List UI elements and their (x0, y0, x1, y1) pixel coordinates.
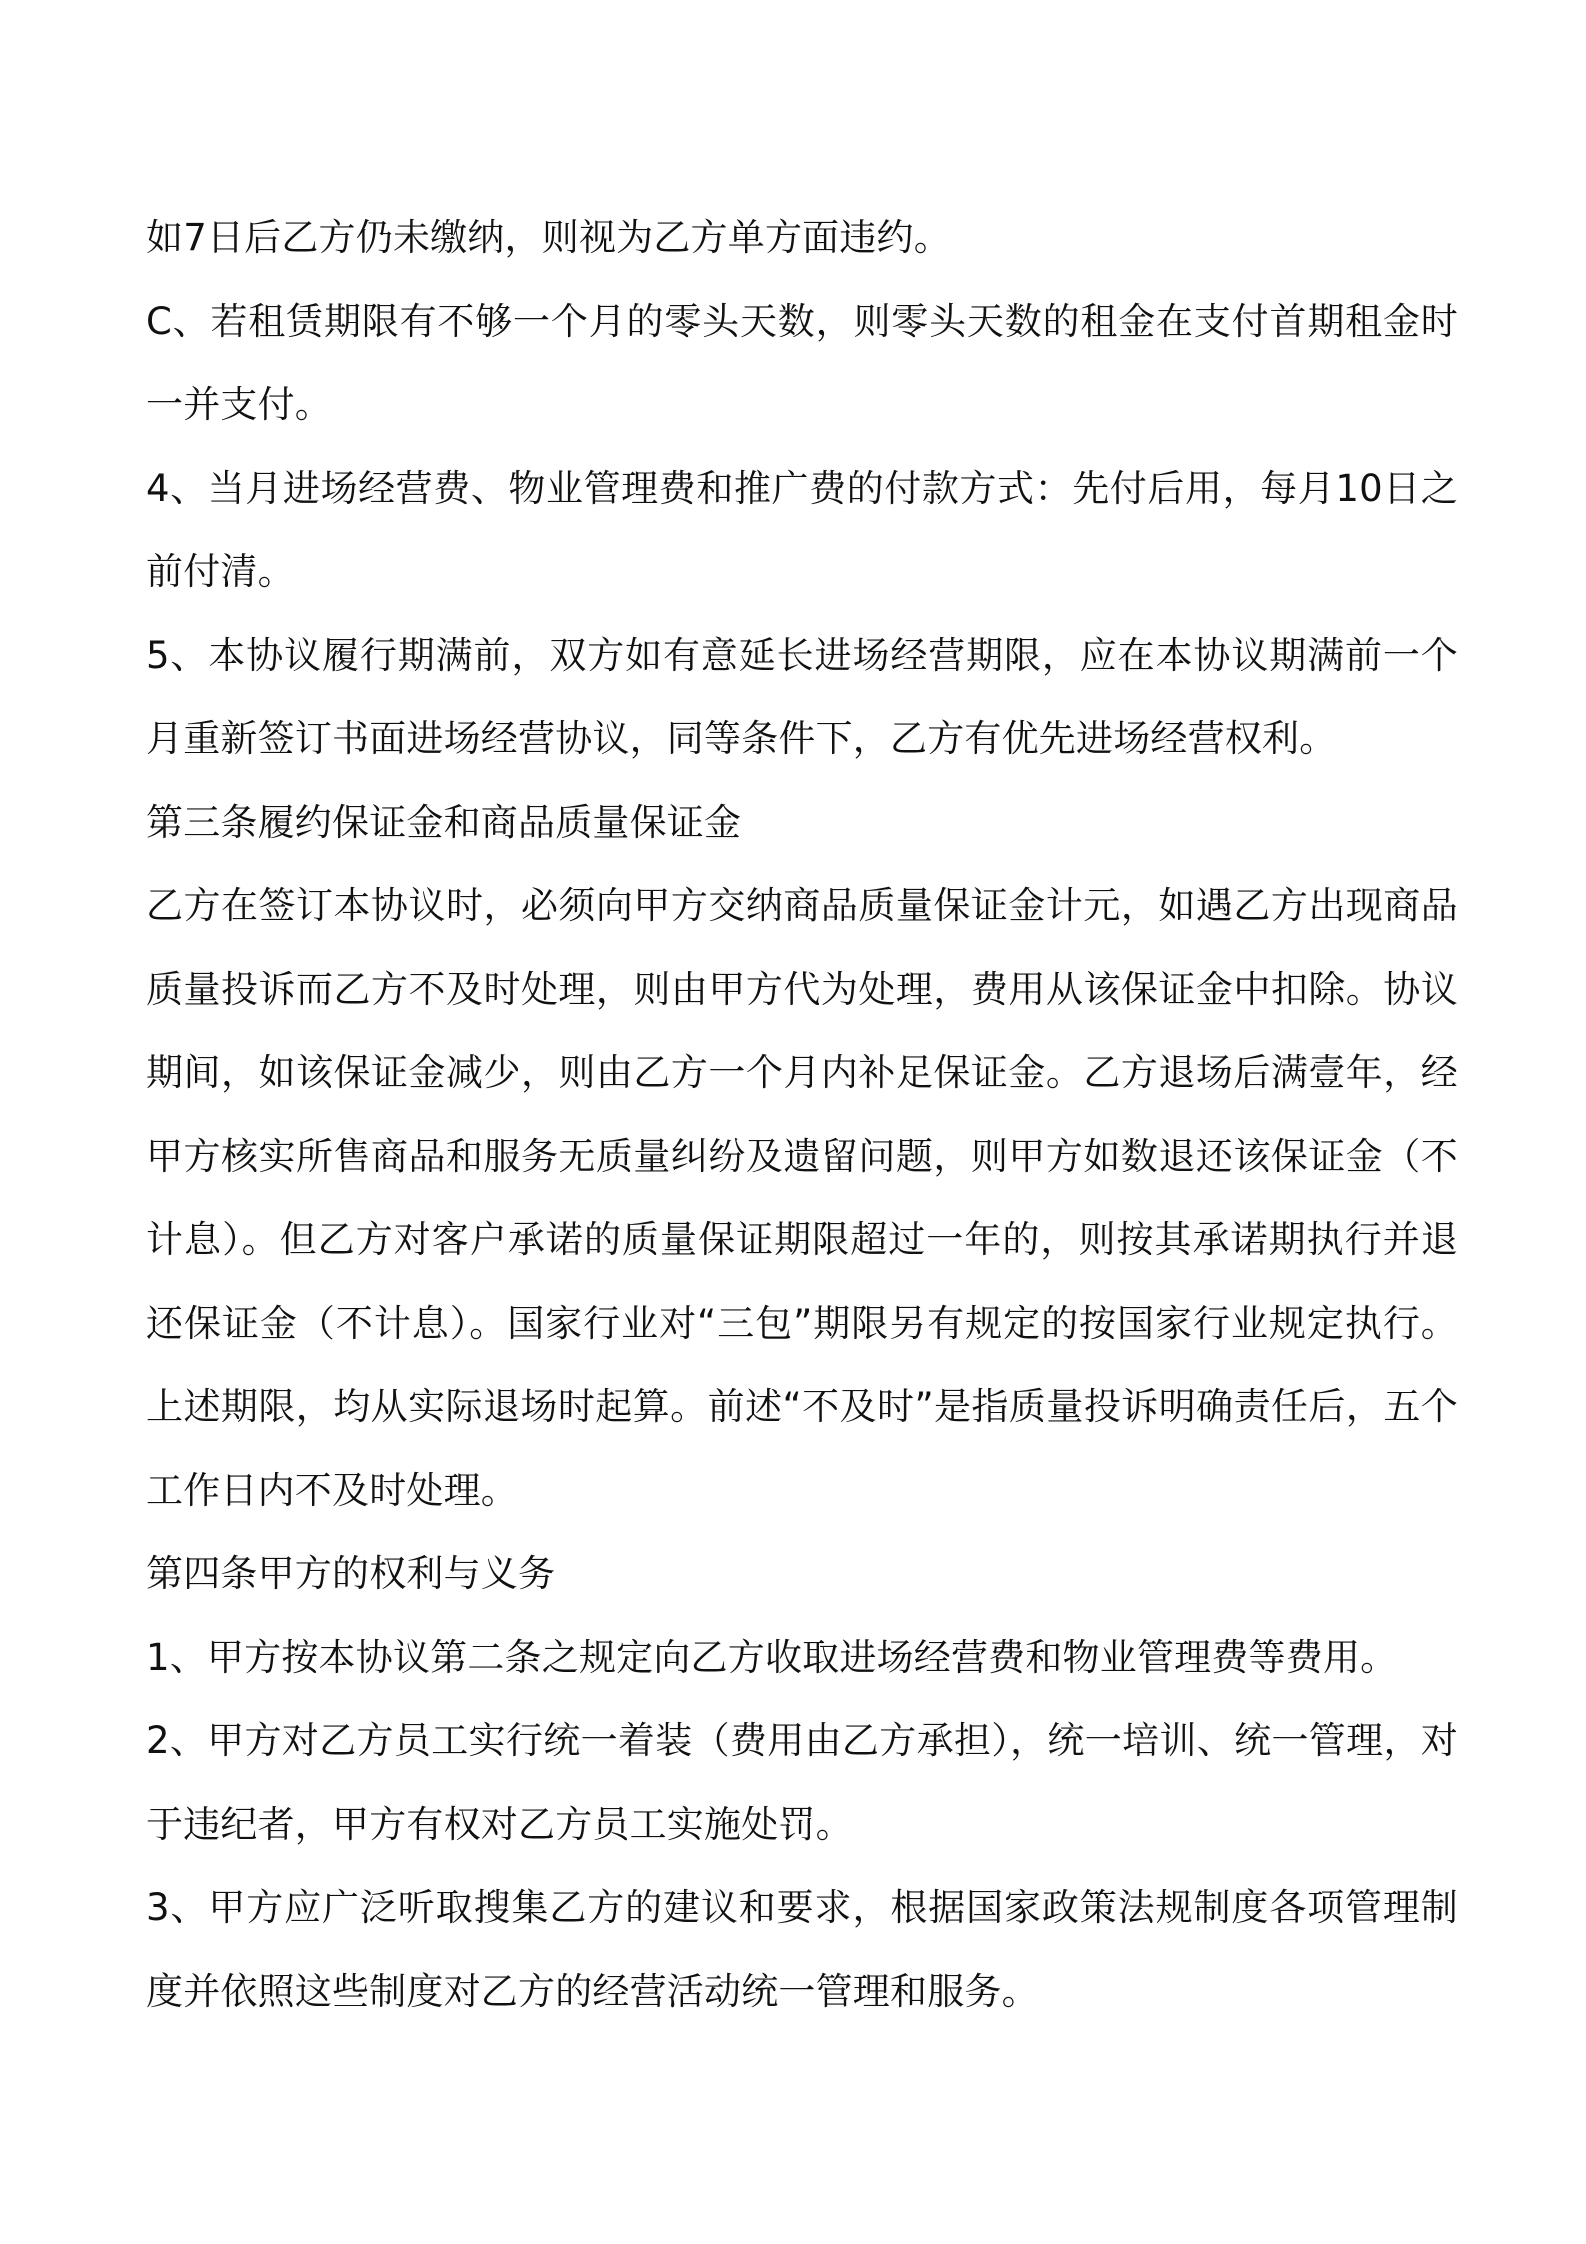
section-heading-article-3: 第三条履约保证金和商品质量保证金 (146, 800, 742, 844)
document-body (146, 196, 1458, 2033)
paragraph-article-3-body: 乙方在签订本协议时，必须向甲方交纳商品质量保证金计元，如遇乙方出现商品质量投诉而乙方不及时处理，则由甲方代为处理，费用从该保证金中扣除。协议期间，如该保证金减少，则由乙方一个月内补足保证金。乙方退场后满壹年，经甲方核实所售商品和服务无质量纠纷及遗留问题，则甲方如数退还该保证金（不计息）。但乙方对客户承诺的质量保证期限超过一年的，则按其承诺期执行并退还保证金（不计息）。国家行业对“三包”期限另有规定的按国家行业规定执行。上述期限，均从实际退场时起算。前述“不及时”是指质量投诉明确责任后，五个工作日内不及时处理。 (146, 884, 1458, 1512)
paragraph-clause-c-odd-days: C、若租赁期限有不够一个月的零头天数，则零头天数的租金在支付首期租金时一并支付。 (146, 299, 1458, 426)
paragraph-clause-4-payment-method: 4、当月进场经营费、物业管理费和推广费的付款方式：先付后用，每月10日之前付清。 (146, 466, 1458, 593)
paragraph-article-4-item-3: 3、甲方应广泛听取搜集乙方的建议和要求，根据国家政策法规制度各项管理制度并依照这些制度对乙方的经营活动统一管理和服务。 (146, 1886, 1458, 2013)
section-heading-article-4: 第四条甲方的权利与义务 (146, 1552, 556, 1595)
paragraph-clause-5-renewal: 5、本协议履行期满前，双方如有意延长进场经营期限，应在本协议期满前一个月重新签订书面进场经营协议，同等条件下，乙方有优先进场经营权利。 (146, 633, 1458, 760)
paragraph-article-4-item-1: 1、甲方按本协议第二条之规定向乙方收取进场经营费和物业管理费等费用。 (146, 1635, 1398, 1679)
paragraph-article-4-item-2: 2、甲方对乙方员工实行统一着装（费用由乙方承担），统一培训、统一管理，对于违纪者，甲方有权对乙方员工实施处罚。 (146, 1719, 1458, 1846)
paragraph-payment-default: 如7日后乙方仍未缴纳，则视为乙方单方面违约。 (146, 216, 951, 259)
